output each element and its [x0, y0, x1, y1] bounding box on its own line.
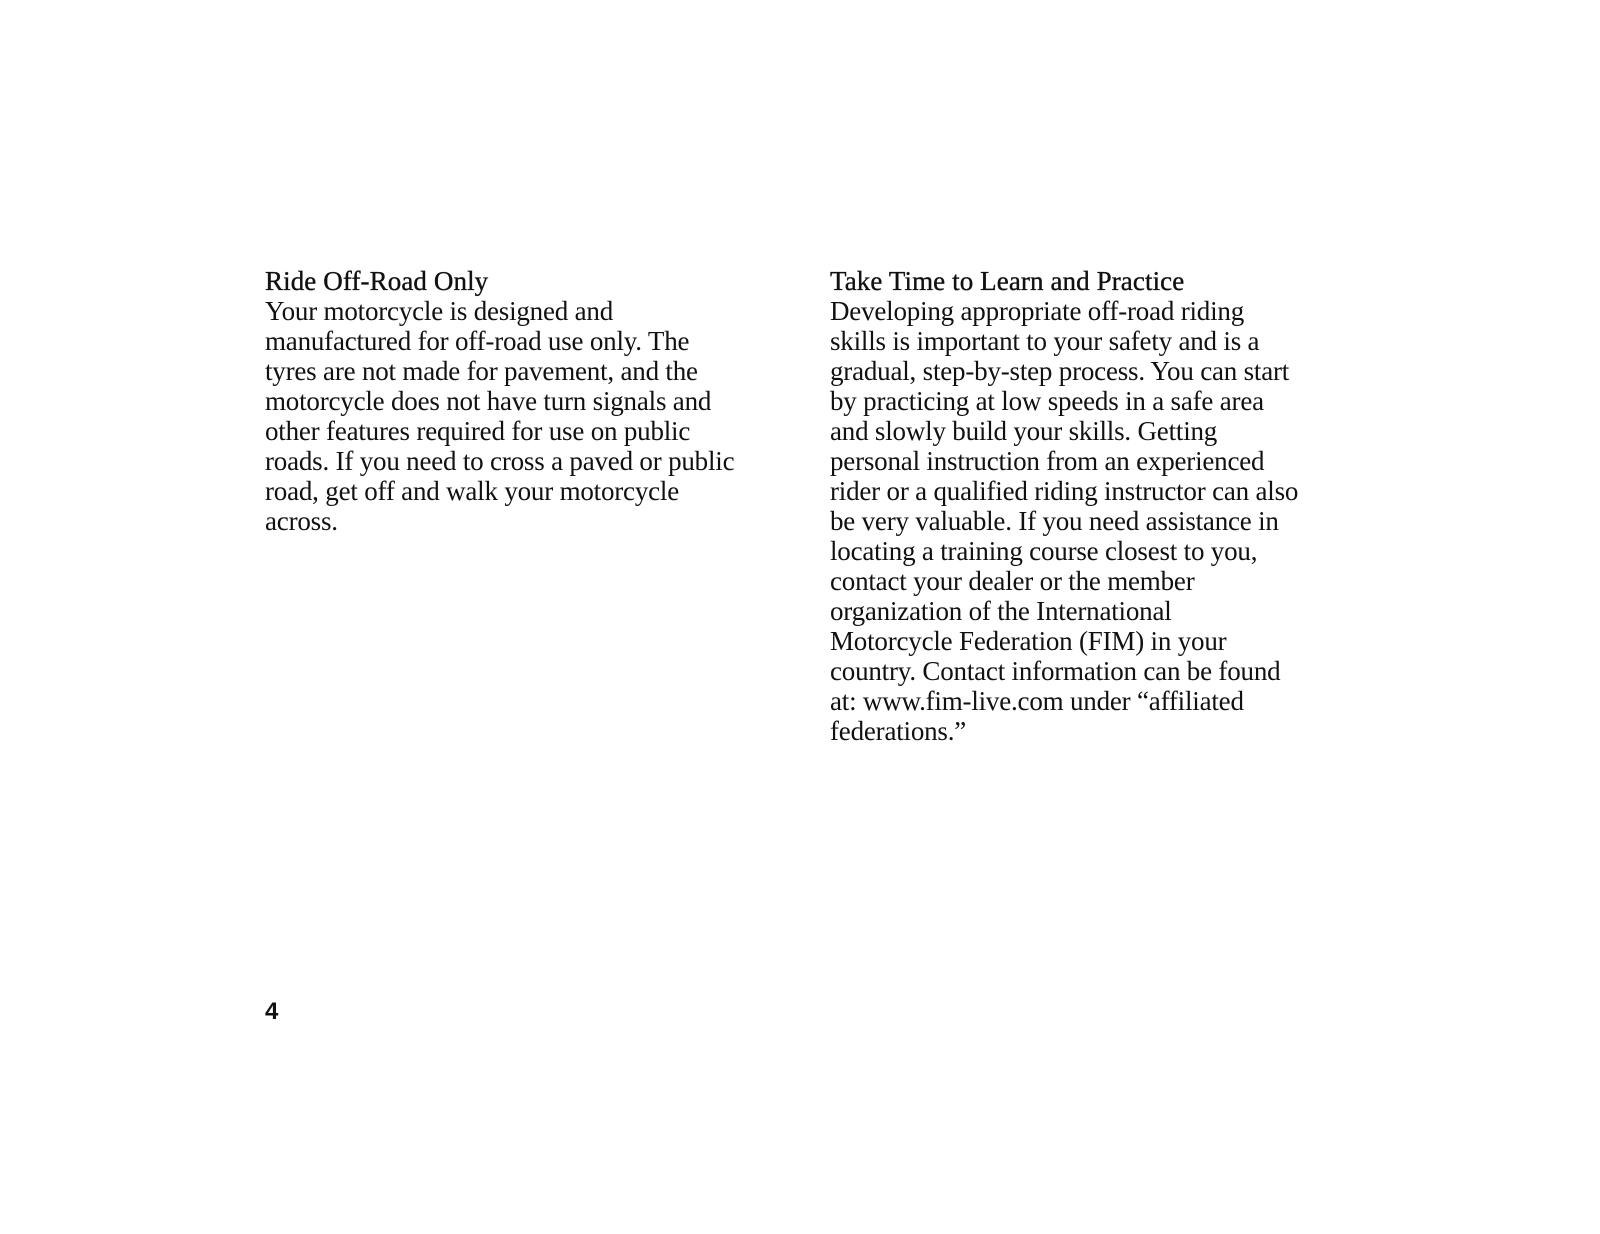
- body-line: locating a training course closest to you,: [830, 536, 1258, 566]
- body-line: by practicing at low speeds in a safe area: [830, 386, 1264, 416]
- body-line: tyres are not made for pavement, and the: [265, 356, 698, 386]
- body-line: rider or a qualified riding instructor can also: [830, 476, 1299, 506]
- section-body: [265, 296, 785, 536]
- body-line: manufactured for off-road use only. The: [265, 326, 690, 356]
- body-line: skills is important to your safety and is a: [830, 326, 1260, 356]
- body-line: contact your dealer or the member: [830, 566, 1195, 596]
- body-line: across.: [265, 506, 338, 536]
- body-line: roads. If you need to cross a paved or public: [265, 446, 735, 476]
- ride-off-road-section: [265, 266, 785, 536]
- body-line: Your motorcycle is designed and: [265, 296, 614, 326]
- body-line: road, get off and walk your motorcycle: [265, 476, 680, 506]
- body-line: be very valuable. If you need assistance in: [830, 506, 1279, 536]
- body-line: organization of the International: [830, 596, 1172, 626]
- body-line: personal instruction from an experienced: [830, 446, 1265, 476]
- body-line: other features required for use on public: [265, 416, 691, 446]
- body-line: country. Contact information can be found: [830, 656, 1281, 686]
- body-line: at: www.fim-live.com under “affiliated: [830, 686, 1244, 716]
- body-line: Motorcycle Federation (FIM) in your: [830, 626, 1227, 656]
- body-line: federations.”: [830, 716, 967, 746]
- body-line: and slowly build your skills. Getting: [830, 416, 1218, 446]
- body-line: Developing appropriate off-road riding: [830, 296, 1245, 326]
- section-heading: Take Time to Learn and Practice: [830, 266, 1185, 296]
- page-number: 4: [265, 998, 279, 1025]
- section-heading: Ride Off-Road Only: [265, 266, 489, 296]
- body-line: motorcycle does not have turn signals and: [265, 386, 712, 416]
- learn-practice-section: [830, 266, 1350, 746]
- section-body: [830, 296, 1350, 746]
- body-line: gradual, step-by-step process. You can start: [830, 356, 1290, 386]
